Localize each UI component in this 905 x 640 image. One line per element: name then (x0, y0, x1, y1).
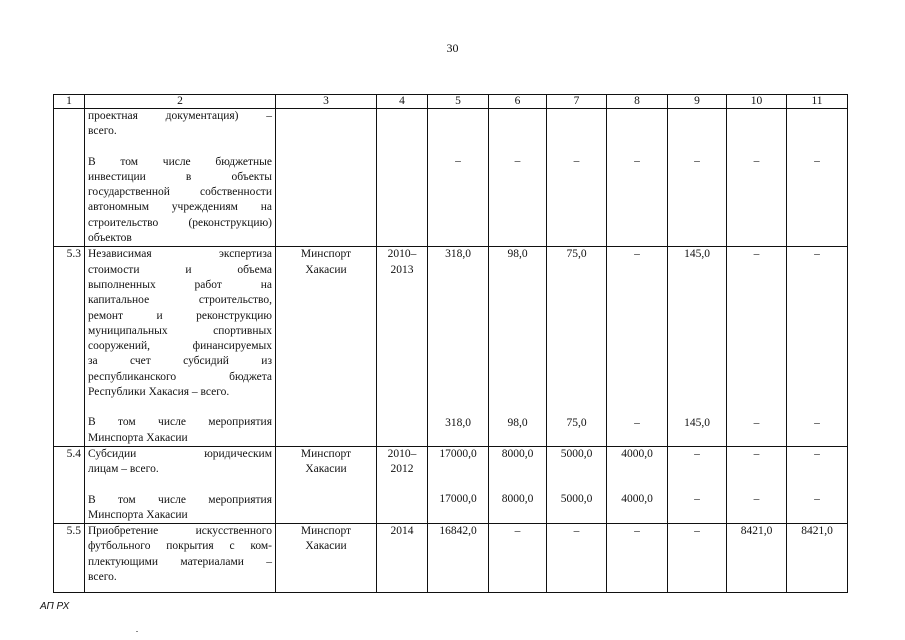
page-number: 30 (446, 41, 459, 55)
row-number: 5.4 (54, 446, 85, 523)
column-header: 11 (787, 95, 848, 109)
executor-cell: Минспорт Хакасии (276, 247, 377, 447)
table-row: 5.3 Независимая экспертиза стоимости и объема выполненных работ на капитальное строительство, ремонт и реконструкцию муниципальных спортивных сооружений, финансируемых за счет субсидий из республиканского бюджета Республики Хакасия – всего. В том числе мероприятия Минспорта Хакасии Минспорт Хакасии 2010– 2013 318,0 318,0 98,0 98,0 75,0 75,0 – – 145,0 145,0 – – – – (54, 247, 848, 447)
column-header: 1 (54, 95, 85, 109)
description-cell: Приобретение искусственного футбольного покрытия с ком- плектующими материалами – всего. (85, 524, 276, 593)
table-row: 5.5 Приобретение искусственного футбольного покрытия с ком- плектующими материалами – всего. Минспорт Хакасии 2014 16842,0 – – – – 8421,0 8421,0 (54, 524, 848, 593)
years-cell: 2014 (377, 524, 428, 593)
row-number: 5.3 (54, 247, 85, 447)
column-header: 10 (727, 95, 787, 109)
column-header: 5 (428, 95, 489, 109)
column-header: 7 (547, 95, 607, 109)
table-row-continued: проектная документация) – всего. В том числе бюджетные инвестиции в объекты государственной собственности автономным учреждениям на строительство (реконструкцию) объектов – – – – – – – (54, 109, 848, 247)
row-number: 5.5 (54, 524, 85, 593)
budget-table (53, 94, 848, 593)
column-header: 8 (607, 95, 668, 109)
executor-cell: Минспорт Хакасии (276, 446, 377, 523)
description-cell: проектная документация) – всего. В том числе бюджетные инвестиции в объекты государственной собственности автономным учреждениям на строительство (реконструкцию) объектов (85, 109, 276, 247)
description-cell: Независимая экспертиза стоимости и объема выполненных работ на капитальное строительство, ремонт и реконструкцию муниципальных спортивных сооружений, финансируемых за счет субсидий из республиканского бюджета Республики Хакасия – всего. В том числе мероприятия Минспорта Хакасии (85, 247, 276, 447)
description-cell: Субсидии юридическим лицам – всего. В том числе мероприятия Минспорта Хакасии (85, 446, 276, 523)
column-header: 2 (85, 95, 276, 109)
years-cell: 2010– 2012 (377, 446, 428, 523)
table-row: 5.4 Субсидии юридическим лицам – всего. В том числе мероприятия Минспорта Хакасии Минспорт Хакасии 2010– 2012 17000,0 17000,0 8000,0 8000,0 5000,0 5000,0 4000,0 4000,0 – – – – – – (54, 446, 848, 523)
column-header: 4 (377, 95, 428, 109)
column-header: 3 (276, 95, 377, 109)
years-cell: 2010– 2013 (377, 247, 428, 447)
column-header: 9 (668, 95, 727, 109)
column-header: 6 (489, 95, 547, 109)
scan-speck (136, 631, 138, 632)
footer-mark: АП РХ (40, 601, 70, 612)
executor-cell: Минспорт Хакасии (276, 524, 377, 593)
column-number-row (54, 95, 848, 109)
